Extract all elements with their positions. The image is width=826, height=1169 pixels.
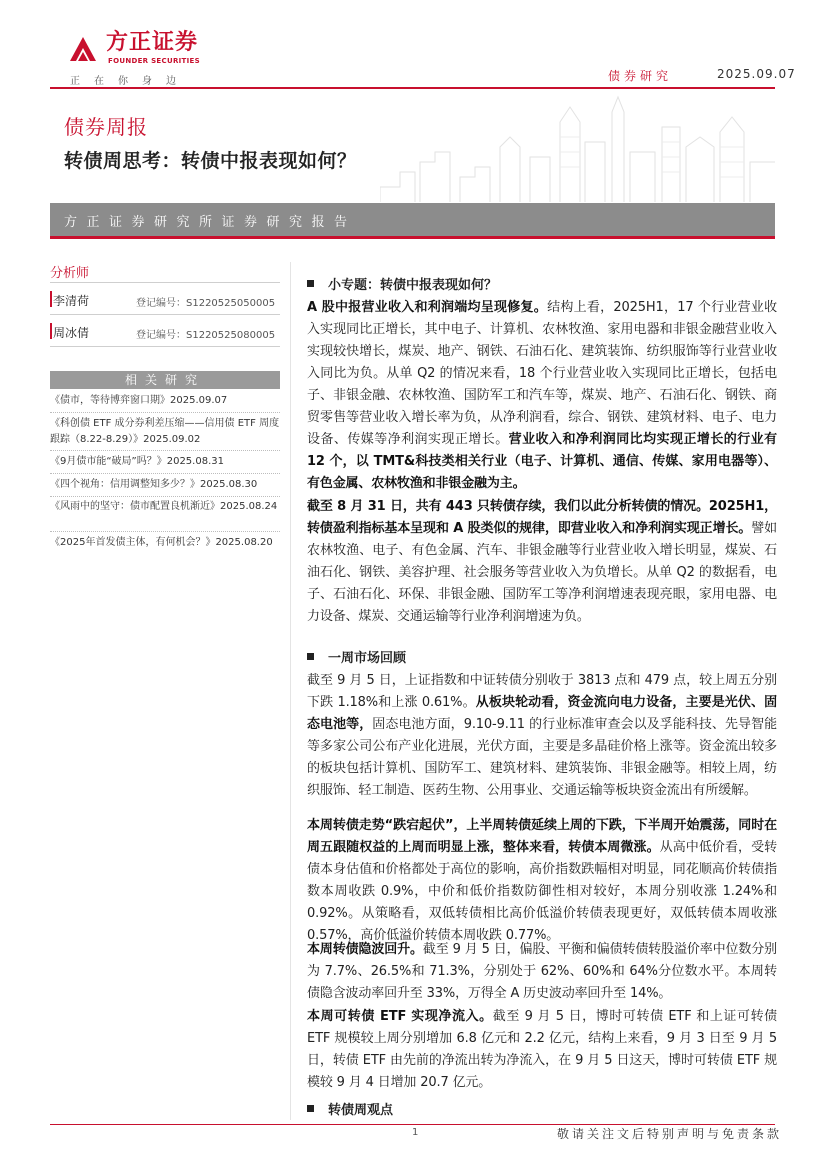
emphasis-text: A 股中报营业收入和利润端均呈现修复。 (307, 300, 548, 315)
institute-banner-text: 方正证券研究所证券研究报告 (64, 215, 357, 230)
analyst-marker (50, 323, 52, 339)
related-research-heading: 相关研究 (50, 371, 280, 389)
related-research-link[interactable]: 《2025年首发债主体，有何机会？》2025.08.20 (50, 537, 273, 548)
analyst-marker (50, 291, 52, 307)
cityscape-illustration (380, 92, 775, 202)
related-research-link[interactable]: 《科创债 ETF 成分券利差压缩——信用债 ETF 周度跟踪（8.22-8.29）》2025.09.02 (50, 418, 280, 445)
related-research-link[interactable]: 《债市，等待博弈窗口期》2025.09.07 (50, 395, 228, 406)
body-text: 截至 9 月 5 日，博时可转债 ETF 和上证可转债 ETF 规模较上周分别增加 6.8 亿元和 2.2 亿元，结构上来看，9 月 3 日至 9 月 5 日，转债 ETF 由先前的净流出转为净流入，在 9 月 5 日这天，博时可转债 ETF 规模较 9 月 4 日增加 20.7 亿元。 (307, 1009, 778, 1090)
body-paragraph (307, 815, 777, 947)
body-text: 固态电池方面，9.10-9.11 的行业标准审查会以及孚能科技、先导智能等多家公司公布产业化进展，光伏方面，主要是多晶硅价格上涨等。资金流出较多的板块包括计算机、国防军工、建筑材料、建筑装饰、非银金融等。相较上周，纺织服饰、轻工制造、医药生物、公用事业、交通运输等板块资金流出有所缓解。 (307, 717, 777, 798)
emphasis-text: 从板块轮动看，资金流向电力设备，主要是光伏、固态电池等， (307, 695, 777, 732)
related-separator (50, 531, 280, 533)
body-text: 譬如农林牧渔、电子、有色金属、汽车、非银金融等行业营业收入增长明显，煤炭、石油石化、钢铁、美容护理、社会服务等营业收入为负增长。从单 Q2 的数据看，电子、石油石化、环保、非银金融、国防军工等净利润增速表现亮眼，家用电器、电力设备、煤炭、交通运输等行业净利润增速为负。 (307, 521, 777, 624)
related-separator (50, 450, 280, 452)
disclaimer-note[interactable]: 敬请关注文后特别声明与免责条款 (557, 1127, 783, 1141)
emphasis-text: 本周转债隐波回升。 (307, 942, 423, 957)
related-separator (50, 496, 280, 498)
body-text: 结构上看，2025H1，17 个行业营业收入实现同比正增长，其中电子、计算机、农林牧渔、家用电器和非银金融营业收入实现较快增长，煤炭、地产、钢铁、石油石化、建筑装饰、纺织服饰等行业营业收入同比为负。从单 Q2 的情况来看，18 个行业营业收入实现同比正增长，包括电子、非银金融、农林牧渔、国防军工和汽车等，煤炭、地产、石油石化、钢铁、商贸零售等营业收入增长率为负，从净利润看，综合、钢铁、建筑材料、电子、电力设备、传媒等净利润实现正增长。 (307, 300, 777, 447)
founder-logo-icon (66, 34, 100, 64)
related-research-link[interactable]: 《四个视角：信用调整知多少？》2025.08.30 (50, 479, 258, 490)
body-paragraph (307, 297, 777, 495)
body-paragraph (307, 496, 777, 628)
banner-accent-bar (50, 236, 775, 239)
section-heading: 一周市场回顾 (307, 647, 406, 666)
body-text: 截至 9 月 5 日，上证指数和中证转债分别收于 3813 点和 479 点，较上周五分别下跌 1.18%和上涨 0.61%。 (307, 673, 777, 710)
sidebar-divider (50, 314, 280, 315)
emphasis-text: 本周可转债 ETF 实现净流入。 (307, 1009, 493, 1024)
body-paragraph (307, 939, 777, 1005)
emphasis-text: 本周转债走势“跌宕起伏”，上半周转债延续上周的下跌，下半周开始震荡，同时在周五跟随权益的上周而明显上涨，整体来看，转债本周微涨。 (307, 818, 777, 855)
body-paragraph (307, 670, 777, 802)
column-divider (290, 262, 291, 1120)
analyst-name: 李清荷 (53, 294, 90, 308)
report-type: 债券周报 (64, 115, 148, 139)
emphasis-text: 营业收入和净利润同比均实现正增长的行业有 12 个，以 TMT&科技类相关行业（电子、计算机、通信、传媒、家用电器等）、有色金属、农林牧渔和非银金融为主。 (307, 432, 777, 491)
related-separator (50, 473, 280, 475)
report-category: 债券研究 (608, 69, 673, 83)
body-text: 从高中低价看，受转债本身估值和价格都处于高位的影响，高价指数跌幅相对明显，同花顺高价转债指数本周收跌 0.9%，中价和低价指数防御性相对较好，本周分别收涨 1.24%和 0.92%。从策略看，双低转债相比高价低溢价转债表现更好，双低转债本周收涨 0.57%，高价低溢价转债本周收跌 0.77%。 (307, 840, 777, 943)
brand-slogan: 正在你身边 (70, 76, 190, 87)
header-divider (50, 87, 775, 89)
body-text: 截至 9 月 5 日，偏股、平衡和偏债转债转股溢价率中位数分别为 7.7%、26.5%和 71.3%，分别处于 62%、60%和 64%分位数水平。本周转债隐含波动率回升至 33%，万得全 A 历史波动率回升至 14%。 (307, 942, 777, 1001)
related-separator (50, 412, 280, 414)
related-research-link[interactable]: 《9月债市能“破局”吗？》2025.08.31 (50, 456, 224, 467)
section-heading: 转债周观点 (307, 1099, 393, 1118)
brand-name: 方正证券 (106, 30, 199, 55)
emphasis-text: 截至 8 月 31 日，共有 443 只转债存续，我们以此分析转债的情况。2025H1，转债盈利指标基本呈现和 A 股类似的规律，即营业收入和净利润实现正增长。 (307, 499, 777, 536)
analyst-registration: 登记编号：S1220525050005 (136, 298, 276, 309)
analyst-heading: 分析师 (50, 266, 90, 281)
body-paragraph (307, 1006, 777, 1094)
sidebar-divider (50, 346, 280, 347)
related-research-link[interactable]: 《风雨中的坚守：债市配置良机渐近》2025.08.24 (50, 501, 278, 512)
analyst-registration: 登记编号：S1220525080005 (136, 330, 276, 341)
report-date: 2025.09.07 (717, 67, 796, 81)
page-number: 1 (412, 1127, 419, 1138)
brand-name-en: FOUNDER SECURITIES (108, 57, 200, 65)
report-title: 转债周思考：转债中报表现如何？ (64, 150, 357, 172)
analyst-name: 周冰倩 (53, 326, 90, 340)
section-heading: 小专题：转债中报表现如何？ (307, 274, 497, 293)
sidebar-divider (50, 282, 280, 283)
